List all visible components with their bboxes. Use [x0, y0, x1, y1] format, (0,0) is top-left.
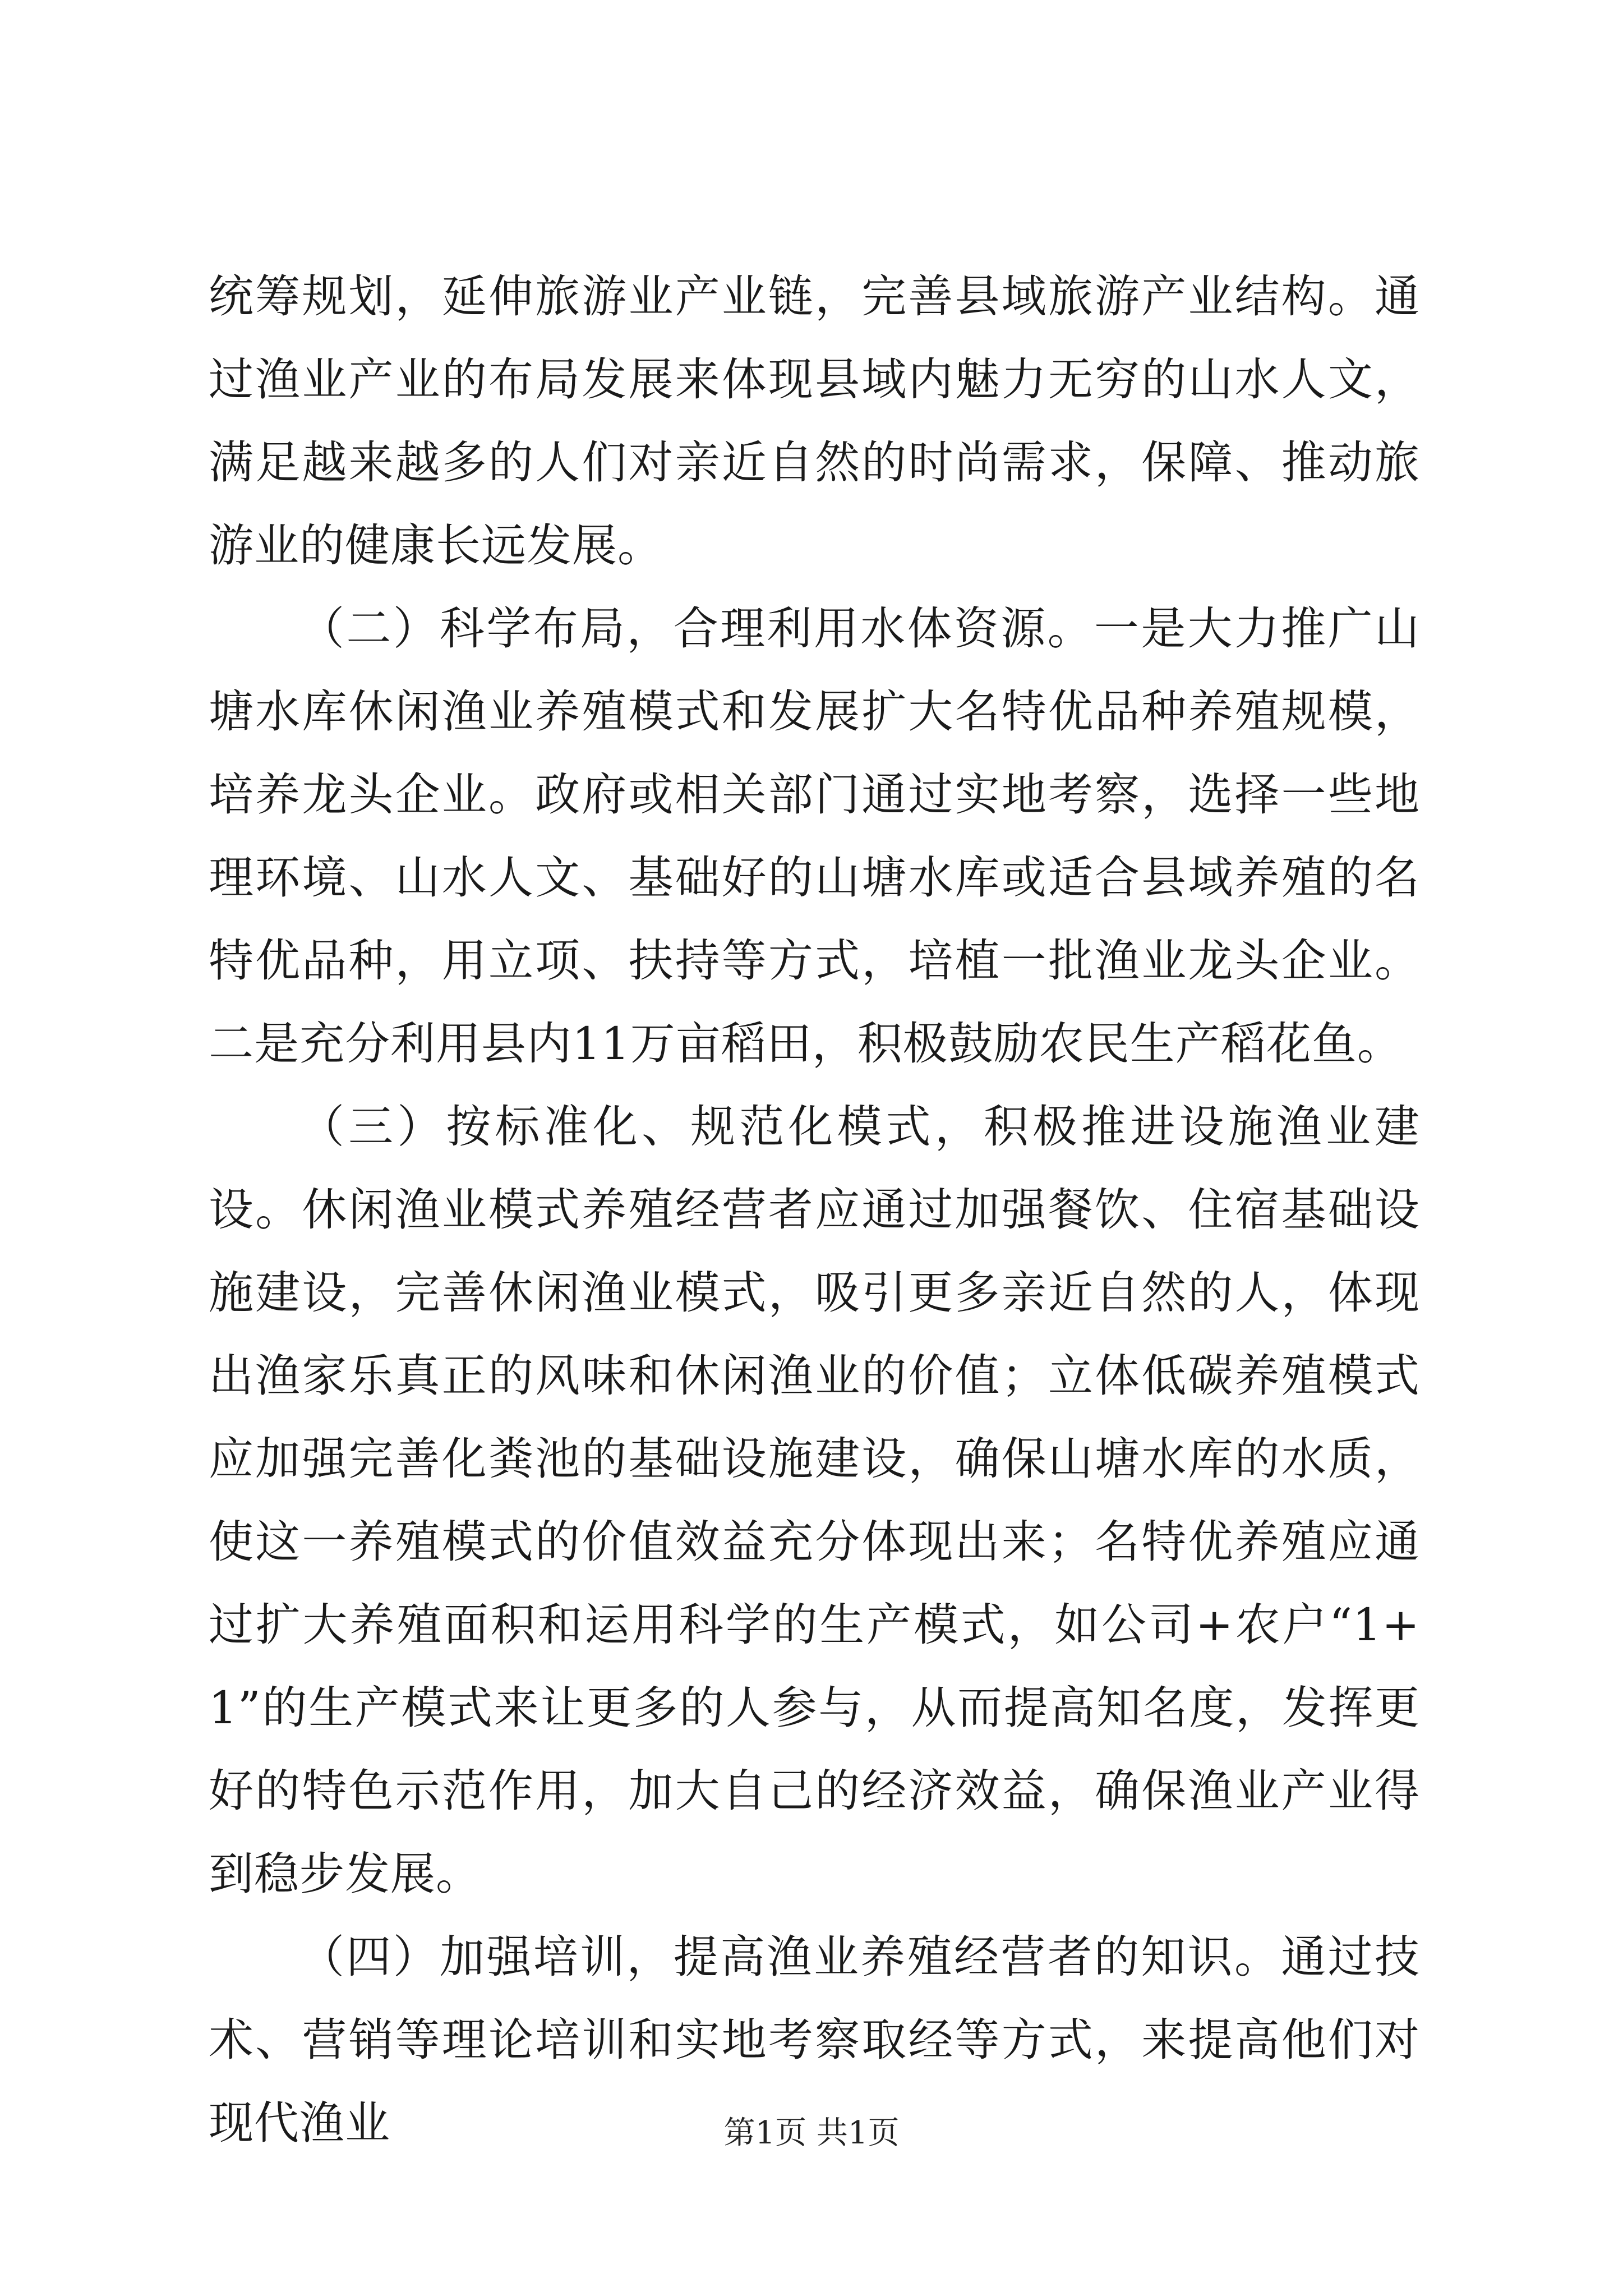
paragraph-section-three: （三）按标准化、规范化模式，积极推进设施渔业建设。休闲渔业模式养殖经营者应通过加强餐饮、住宿基础设施建设，完善休闲渔业模式，吸引更多亲近自然的人，体现出渔家乐真正的风味和休闲渔业的价值；立体低碳养殖模式应加强完善化粪池的基础设施建设，确保山塘水库的水质，使这一养殖模式的价值效益充分体现出来；名特优养殖应通过扩大养殖面积和运用科学的生产模式，如公司+农户“1+1”的生产模式来让更多的人参与，从而提高知名度，发挥更好的特色示范作用，加大自己的经济效益，确保渔业产业得到稳步发展。: [209, 1101, 1420, 1900]
paragraph-section-two: （二）科学布局，合理利用水体资源。一是大力推广山塘水库休闲渔业养殖模式和发展扩大名特优品种养殖规模，培养龙头企业。政府或相关部门通过实地考察，选择一些地理环境、山水人文、基础好的山塘水库或适合县域养殖的名特优品种，用立项、扶持等方式，培植一批渔业龙头企业。二是充分利用县内11万亩稻田，积极鼓励农民生产稻花鱼。: [209, 602, 1420, 1070]
paragraph-continuation: 统筹规划，延伸旅游业产业链，完善县域旅游产业结构。通过渔业产业的布局发展来体现县域内魅力无穷的山水人文，满足越来越多的人们对亲近自然的时尚需求，保障、推动旅游业的健康长远发展。: [209, 270, 1420, 572]
page-footer: 第1页 共1页: [723, 2115, 900, 2151]
document-body: [209, 255, 1420, 2165]
paragraph-section-four: （四）加强培训，提高渔业养殖经营者的知识。通过技术、营销等理论培训和实地考察取经等方式，来提高他们对现代渔业: [209, 1931, 1420, 2149]
